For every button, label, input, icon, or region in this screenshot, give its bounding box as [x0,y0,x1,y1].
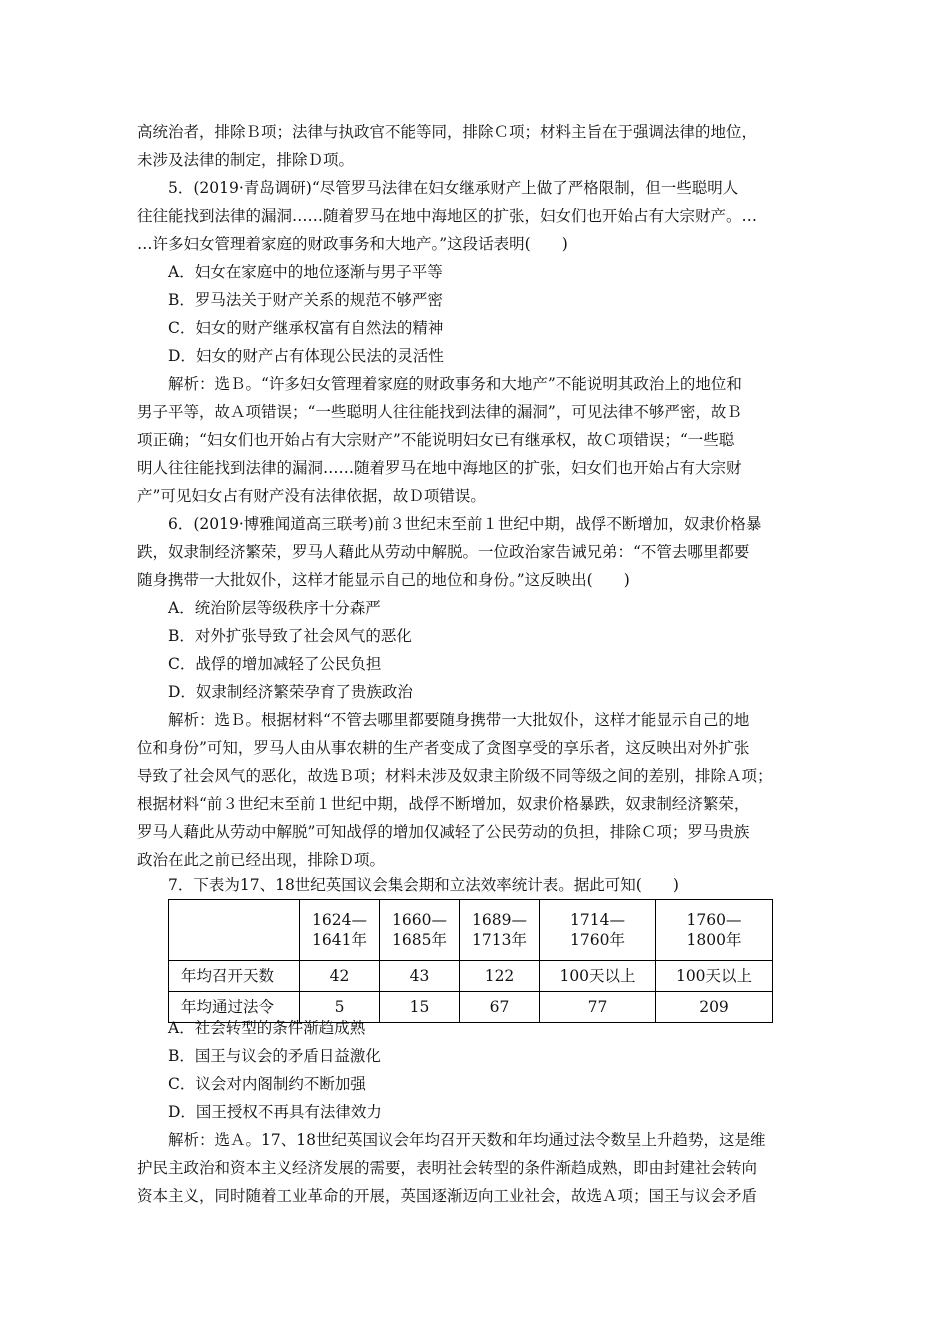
table-cell: 42 [300,961,380,992]
table-header-cell: 1660— 1685年 [380,900,460,961]
option-a: A．妇女在家庭中的地位逐渐与男子平等 [168,263,443,281]
option-c: C．战俘的增加减轻了公民负担 [168,655,382,673]
analysis-5: 解析：选Ｂ。“许多妇女管理着家庭的财政事务和大地产”不能说明其政治上的地位和 [168,375,742,393]
table-corner-cell [169,900,300,961]
text-line: 往往能找到法律的漏洞……随着罗马在地中海地区的扩张，妇女们也开始占有大宗财产。… [137,207,758,225]
table-cell: 43 [380,961,460,992]
table-cell: 77 [540,992,656,1023]
table-cell: 209 [656,992,773,1023]
text-line: 罗马人藉此从劳动中解脱”可知战俘的增加仅减轻了公民劳动的负担，排除Ｃ项；罗马贵族 [137,823,750,841]
table-header-row [169,900,773,961]
option-b: B．罗马法关于财产关系的规范不够严密 [168,291,443,309]
text-line: 高统治者，排除Ｂ项；法律与执政官不能等同，排除Ｃ项；材料主旨在于强调法律的地位， [137,123,758,141]
option-a: A．统治阶层等级秩序十分森严 [168,599,381,617]
text-line: 根据材料“前３世纪末至前１世纪中期，战俘不断增加，奴隶价格暴跌，奴隶制经济繁荣， [137,795,750,813]
question-5-stem: 5．(2019·青岛调研)“尽管罗马法律在妇女继承财产上做了严格限制，但一些聪明人 [168,179,739,197]
text-line: 未涉及法律的制定，排除Ｄ项。 [137,151,355,169]
text-line: …许多妇女管理着家庭的财政事务和大地产。”这段话表明( ) [137,235,568,253]
stats-table [168,899,773,1023]
option-b: B．对外扩张导致了社会风气的恶化 [168,627,412,645]
text-line: 位和身份”可知，罗马人由从事农耕的生产者变成了贪图享受的享乐者，这反映出对外扩张 [137,739,750,757]
option-c: C．议会对内阁制约不断加强 [168,1075,366,1093]
option-a: A．社会转型的条件渐趋成熟 [168,1019,366,1037]
table-row [169,961,773,992]
question-6-stem: 6．(2019·博雅闻道高三联考)前３世纪末至前１世纪中期，战俘不断增加，奴隶价格暴 [168,515,762,533]
option-b: B．国王与议会的矛盾日益激化 [168,1047,381,1065]
table-cell: 15 [380,992,460,1023]
table-header-cell: 1624— 1641年 [300,900,380,961]
text-line: 护民主政治和资本主义经济发展的需要，表明社会转型的条件渐趋成熟，即由封建社会转向 [137,1159,758,1177]
text-line: 项正确；“妇女们也开始占有大宗财产”不能说明妇女已有继承权，故Ｃ项错误；“一些聪 [137,431,735,449]
table-header-cell: 1689— 1713年 [460,900,540,961]
table-header-cell: 1760— 1800年 [656,900,773,961]
text-line: 资本主义，同时随着工业革命的开展，英国逐渐迈向工业社会，故选Ａ项；国王与议会矛盾 [137,1187,758,1205]
text-line: 政治在此之前已经出现，排除Ｄ项。 [137,851,386,869]
table-cell: 122 [460,961,540,992]
option-d: D．妇女的财产占有体现公民法的灵活性 [168,347,444,365]
table-cell: 100天以上 [656,961,773,992]
analysis-6: 解析：选Ｂ。根据材料“不管去哪里都要随身携带一大批奴仆，这样才能显示自己的地 [168,711,750,729]
table-cell: 5 [300,992,380,1023]
text-line: 导致了社会风气的恶化，故选Ｂ项；材料未涉及奴隶主阶级不同等级之间的差别，排除Ａ项； [137,767,773,785]
question-7-stem: 7．下表为17、18世纪英国议会集会期和立法效率统计表。据此可知( ) [168,876,679,894]
text-line: 产”可见妇女占有财产没有法律依据，故Ｄ项错误。 [137,487,486,505]
text-line: 随身携带一大批奴仆，这样才能显示自己的地位和身份。”这反映出( ) [137,571,630,589]
text-line: 男子平等，故Ａ项错误；“一些聪明人往往能找到法律的漏洞”，可见法律不够严密，故Ｂ [137,403,742,421]
option-c: C．妇女的财产继承权富有自然法的精神 [168,319,444,337]
table-cell: 100天以上 [540,961,656,992]
analysis-7: 解析：选Ａ。17、18世纪英国议会年均召开天数和年均通过法令数呈上升趋势，这是维 [168,1131,766,1149]
table-cell: 67 [460,992,540,1023]
option-d: D．国王授权不再具有法律效力 [168,1103,382,1121]
option-d: D．奴隶制经济繁荣孕育了贵族政治 [168,683,413,701]
text-line: 跌，奴隶制经济繁荣，罗马人藉此从劳动中解脱。一位政治家告诫兄弟：“不管去哪里都要 [137,543,750,561]
text-line: 明人往往能找到法律的漏洞……随着罗马在地中海地区的扩张，妇女们也开始占有大宗财 [137,459,742,477]
row-label: 年均召开天数 [169,961,300,992]
row-label: 年均通过法令 [169,992,300,1023]
table-header-cell: 1714— 1760年 [540,900,656,961]
